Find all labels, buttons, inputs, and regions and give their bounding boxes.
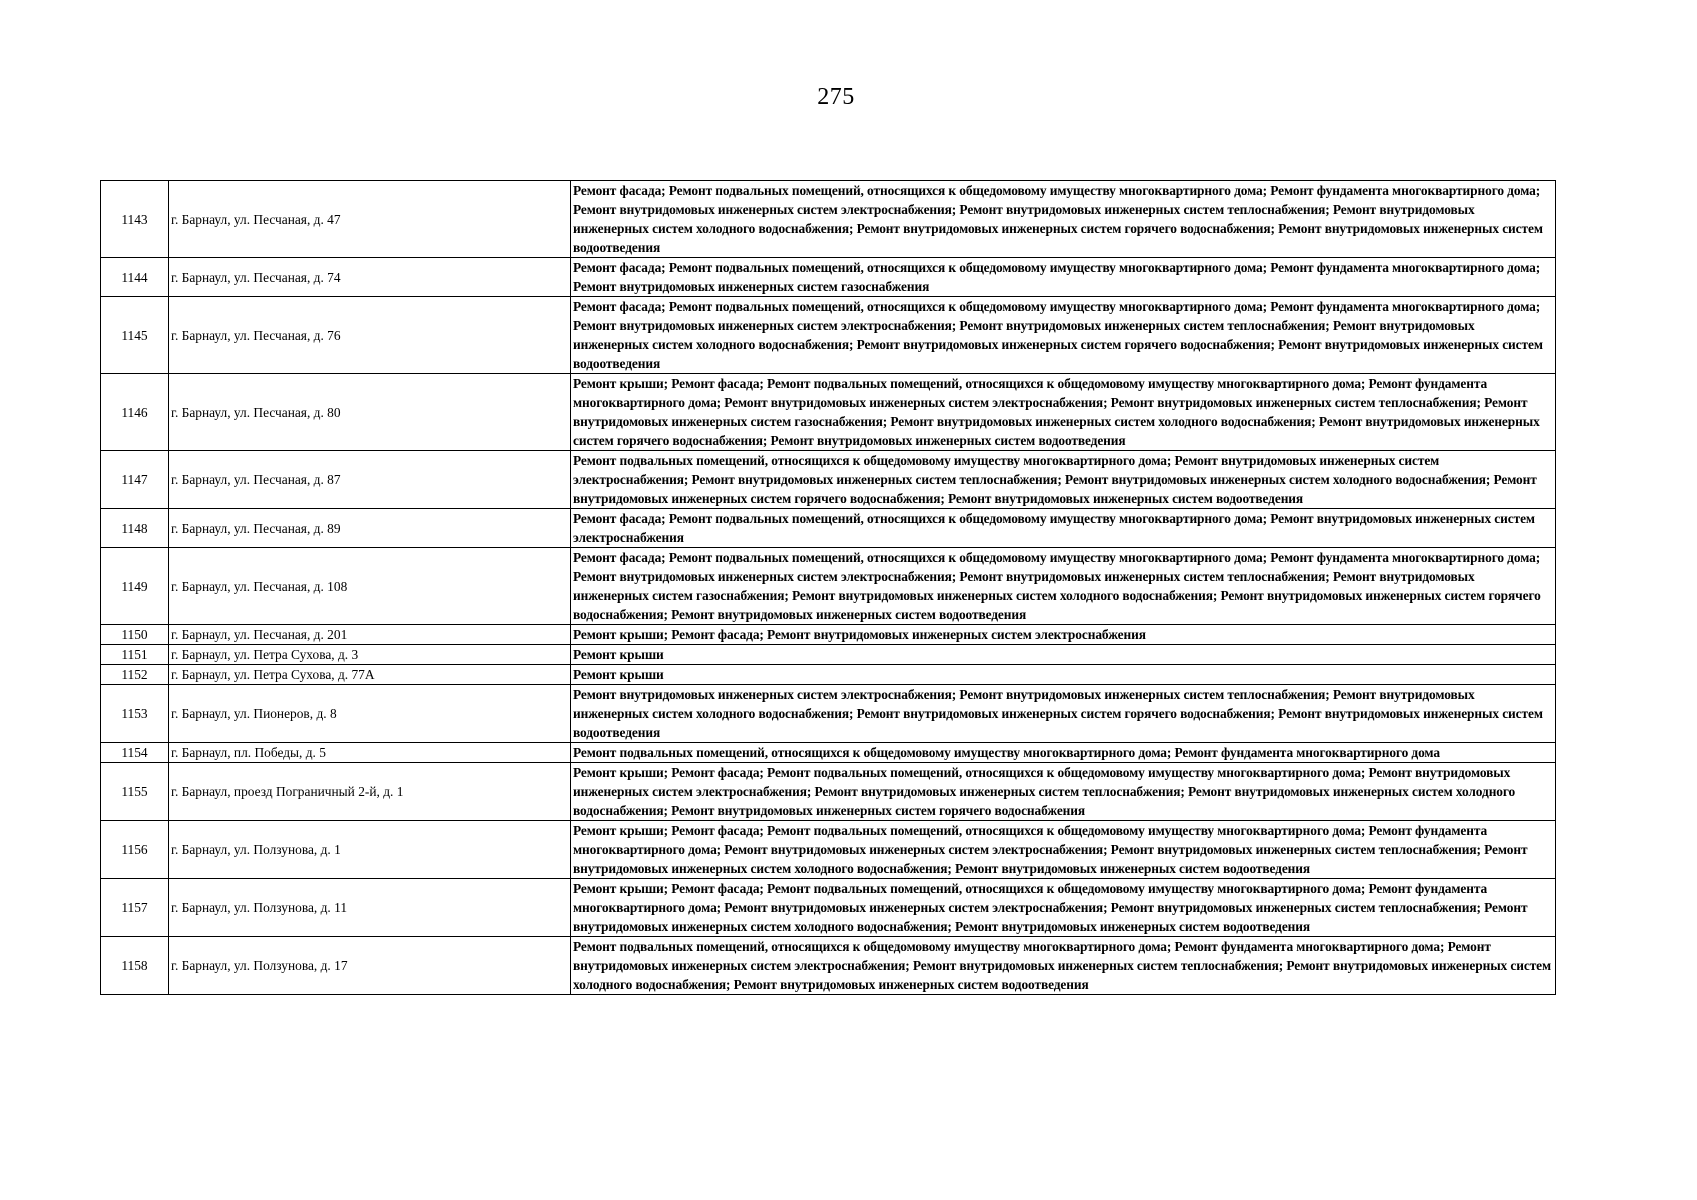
row-address: г. Барнаул, ул. Пионеров, д. 8 (169, 685, 571, 743)
row-number: 1143 (101, 181, 169, 258)
row-works: Ремонт крыши; Ремонт фасада; Ремонт подвальных помещений, относящихся к общедомовому имуществу многоквартирного дома; Ремонт фундамента многоквартирного дома; Ремонт внутридомовых инженерных систем электроснабжения; Ремонт внутридомовых инженерных систем теплоснабжения; Ремонт внутридомовых инженерных систем газоснабжения; Ремонт внутридомовых инженерных систем холодного водоснабжения; Ремонт внутридомовых инженерных систем горячего водоснабжения; Ремонт внутридомовых инженерных систем водоотведения (571, 374, 1556, 451)
repair-works-table (100, 180, 1556, 995)
row-number: 1154 (101, 743, 169, 763)
row-works: Ремонт крыши; Ремонт фасада; Ремонт подвальных помещений, относящихся к общедомовому имуществу многоквартирного дома; Ремонт внутридомовых инженерных систем электроснабжения; Ремонт внутридомовых инженерных систем теплоснабжения; Ремонт внутридомовых инженерных систем холодного водоснабжения; Ремонт внутридомовых инженерных систем горячего водоснабжения (571, 763, 1556, 821)
row-address: г. Барнаул, ул. Песчаная, д. 80 (169, 374, 571, 451)
row-works: Ремонт крыши; Ремонт фасада; Ремонт внутридомовых инженерных систем электроснабжения (571, 625, 1556, 645)
table-row (101, 743, 1556, 763)
table-row (101, 297, 1556, 374)
table-row (101, 625, 1556, 645)
table-row (101, 548, 1556, 625)
table-row (101, 879, 1556, 937)
row-works: Ремонт внутридомовых инженерных систем электроснабжения; Ремонт внутридомовых инженерных систем теплоснабжения; Ремонт внутридомовых инженерных систем холодного водоснабжения; Ремонт внутридомовых инженерных систем горячего водоснабжения; Ремонт внутридомовых инженерных систем водоотведения (571, 685, 1556, 743)
page-number: 275 (817, 84, 855, 110)
row-number: 1155 (101, 763, 169, 821)
row-number: 1158 (101, 937, 169, 995)
row-works: Ремонт крыши (571, 645, 1556, 665)
row-address: г. Барнаул, ул. Ползунова, д. 11 (169, 879, 571, 937)
table-row (101, 821, 1556, 879)
table-row (101, 763, 1556, 821)
table-row (101, 645, 1556, 665)
row-address: г. Барнаул, ул. Песчаная, д. 87 (169, 451, 571, 509)
table-row (101, 685, 1556, 743)
row-works: Ремонт крыши; Ремонт фасада; Ремонт подвальных помещений, относящихся к общедомовому имуществу многоквартирного дома; Ремонт фундамента многоквартирного дома; Ремонт внутридомовых инженерных систем электроснабжения; Ремонт внутридомовых инженерных систем теплоснабжения; Ремонт внутридомовых инженерных систем холодного водоснабжения; Ремонт внутридомовых инженерных систем водоотведения (571, 821, 1556, 879)
row-works: Ремонт подвальных помещений, относящихся к общедомовому имуществу многоквартирного дома; Ремонт внутридомовых инженерных систем электроснабжения; Ремонт внутридомовых инженерных систем теплоснабжения; Ремонт внутридомовых инженерных систем холодного водоснабжения; Ремонт внутридомовых инженерных систем горячего водоснабжения; Ремонт внутридомовых инженерных систем водоотведения (571, 451, 1556, 509)
row-works: Ремонт фасада; Ремонт подвальных помещений, относящихся к общедомовому имуществу многоквартирного дома; Ремонт фундамента многоквартирного дома; Ремонт внутридомовых инженерных систем электроснабжения; Ремонт внутридомовых инженерных систем теплоснабжения; Ремонт внутридомовых инженерных систем холодного водоснабжения; Ремонт внутридомовых инженерных систем горячего водоснабжения; Ремонт внутридомовых инженерных систем водоотведения (571, 181, 1556, 258)
table-row (101, 374, 1556, 451)
row-address: г. Барнаул, ул. Песчаная, д. 47 (169, 181, 571, 258)
row-works: Ремонт фасада; Ремонт подвальных помещений, относящихся к общедомовому имуществу многоквартирного дома; Ремонт фундамента многоквартирного дома; Ремонт внутридомовых инженерных систем газоснабжения (571, 258, 1556, 297)
row-address: г. Барнаул, пл. Победы, д. 5 (169, 743, 571, 763)
row-number: 1147 (101, 451, 169, 509)
row-address: г. Барнаул, ул. Ползунова, д. 17 (169, 937, 571, 995)
row-number: 1146 (101, 374, 169, 451)
row-number: 1144 (101, 258, 169, 297)
table-row (101, 665, 1556, 685)
table-body (101, 181, 1556, 995)
row-address: г. Барнаул, проезд Пограничный 2-й, д. 1 (169, 763, 571, 821)
row-works: Ремонт подвальных помещений, относящихся к общедомовому имуществу многоквартирного дома; Ремонт фундамента многоквартирного дома (571, 743, 1556, 763)
row-address: г. Барнаул, ул. Ползунова, д. 1 (169, 821, 571, 879)
row-works: Ремонт фасада; Ремонт подвальных помещений, относящихся к общедомовому имуществу многоквартирного дома; Ремонт внутридомовых инженерных систем электроснабжения (571, 509, 1556, 548)
row-number: 1145 (101, 297, 169, 374)
row-address: г. Барнаул, ул. Петра Сухова, д. 3 (169, 645, 571, 665)
row-works: Ремонт крыши; Ремонт фасада; Ремонт подвальных помещений, относящихся к общедомовому имуществу многоквартирного дома; Ремонт фундамента многоквартирного дома; Ремонт внутридомовых инженерных систем электроснабжения; Ремонт внутридомовых инженерных систем теплоснабжения; Ремонт внутридомовых инженерных систем холодного водоснабжения; Ремонт внутридомовых инженерных систем водоотведения (571, 879, 1556, 937)
row-address: г. Барнаул, ул. Песчаная, д. 89 (169, 509, 571, 548)
table-row (101, 258, 1556, 297)
row-number: 1153 (101, 685, 169, 743)
row-address: г. Барнаул, ул. Песчаная, д. 108 (169, 548, 571, 625)
table-row (101, 451, 1556, 509)
row-works: Ремонт фасада; Ремонт подвальных помещений, относящихся к общедомовому имуществу многоквартирного дома; Ремонт фундамента многоквартирного дома; Ремонт внутридомовых инженерных систем электроснабжения; Ремонт внутридомовых инженерных систем теплоснабжения; Ремонт внутридомовых инженерных систем холодного водоснабжения; Ремонт внутридомовых инженерных систем горячего водоснабжения; Ремонт внутридомовых инженерных систем водоотведения (571, 297, 1556, 374)
row-works: Ремонт фасада; Ремонт подвальных помещений, относящихся к общедомовому имуществу многоквартирного дома; Ремонт фундамента многоквартирного дома; Ремонт внутридомовых инженерных систем электроснабжения; Ремонт внутридомовых инженерных систем теплоснабжения; Ремонт внутридомовых инженерных систем газоснабжения; Ремонт внутридомовых инженерных систем холодного водоснабжения; Ремонт внутридомовых инженерных систем горячего водоснабжения; Ремонт внутридомовых инженерных систем водоотведения (571, 548, 1556, 625)
row-number: 1151 (101, 645, 169, 665)
row-number: 1150 (101, 625, 169, 645)
row-address: г. Барнаул, ул. Песчаная, д. 76 (169, 297, 571, 374)
row-works: Ремонт подвальных помещений, относящихся к общедомовому имуществу многоквартирного дома; Ремонт фундамента многоквартирного дома; Ремонт внутридомовых инженерных систем электроснабжения; Ремонт внутридомовых инженерных систем теплоснабжения; Ремонт внутридомовых инженерных систем холодного водоснабжения; Ремонт внутридомовых инженерных систем водоотведения (571, 937, 1556, 995)
row-works: Ремонт крыши (571, 665, 1556, 685)
row-number: 1148 (101, 509, 169, 548)
row-number: 1152 (101, 665, 169, 685)
row-number: 1156 (101, 821, 169, 879)
row-address: г. Барнаул, ул. Песчаная, д. 201 (169, 625, 571, 645)
table-row (101, 181, 1556, 258)
row-address: г. Барнаул, ул. Петра Сухова, д. 77А (169, 665, 571, 685)
row-address: г. Барнаул, ул. Песчаная, д. 74 (169, 258, 571, 297)
row-number: 1157 (101, 879, 169, 937)
row-number: 1149 (101, 548, 169, 625)
table-row (101, 509, 1556, 548)
table-row (101, 937, 1556, 995)
